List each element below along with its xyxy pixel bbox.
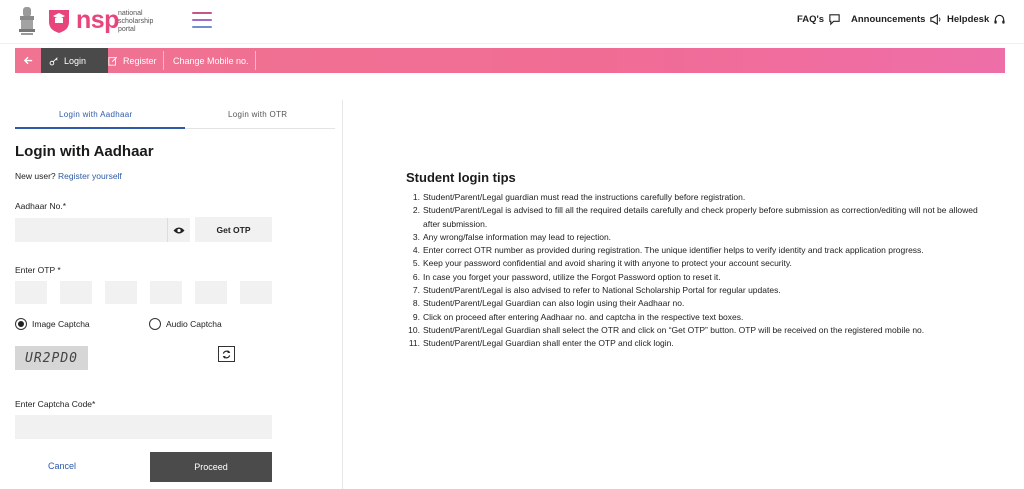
chat-icon (828, 13, 841, 26)
otp-digit-input[interactable] (240, 281, 272, 304)
headset-icon (993, 13, 1006, 26)
list-item: 10. Student/Parent/Legal Guardian shall select the OTR and click on “Get OTP” button. OTP will be received on the registered mobile no. (408, 324, 925, 335)
otp-digit-input[interactable] (15, 281, 47, 304)
panel-divider (342, 100, 343, 489)
toolbar-divider (163, 51, 164, 70)
back-button[interactable] (15, 48, 41, 73)
eye-icon (173, 226, 185, 235)
tab-login-aadhaar[interactable]: Login with Aadhaar (59, 110, 133, 119)
radio-selected-icon (15, 318, 27, 330)
tab-change-mobile[interactable] (165, 48, 257, 73)
captcha-image: UR2PD0 (15, 346, 88, 370)
tab-register[interactable] (100, 48, 165, 73)
list-item: 6. In case you forget your password, utilize the Forgot Password option to reset it. (412, 271, 721, 282)
logo-subtitle: national scholarship portal (118, 10, 154, 33)
tab-login-otr[interactable]: Login with OTR (228, 110, 288, 119)
action-toolbar (15, 48, 1005, 73)
otp-digit-input[interactable] (60, 281, 92, 304)
new-user-prefix: New user? (15, 171, 56, 181)
image-captcha-label: Image Captcha (32, 319, 90, 329)
nsp-logo-icon (46, 8, 72, 34)
tab-divider-line (185, 128, 335, 129)
nav-announcements-label: Announcements (851, 14, 926, 25)
nav-helpdesk-label: Helpdesk (947, 14, 990, 25)
list-item: 3. Any wrong/false information may lead to rejection. (412, 231, 612, 242)
logo-text: nsp (76, 6, 119, 34)
refresh-icon (221, 349, 232, 360)
list-item: 11. Student/Parent/Legal Guardian shall enter the OTP and click login. (408, 338, 674, 349)
otp-digit-input[interactable] (150, 281, 182, 304)
tips-list (406, 191, 996, 351)
radio-unselected-icon (149, 318, 161, 330)
audio-captcha-radio[interactable] (149, 318, 222, 330)
tab-login[interactable] (41, 48, 108, 73)
toolbar-divider (255, 51, 256, 70)
audio-captcha-label: Audio Captcha (166, 319, 222, 329)
page-title: Login with Aadhaar (15, 143, 154, 160)
active-tab-indicator (15, 127, 185, 129)
login-tabs (15, 106, 335, 128)
show-aadhaar-button[interactable] (167, 218, 190, 242)
list-item: 1. Student/Parent/Legal guardian must read the instructions carefully before registration. (412, 192, 746, 202)
tab-register-label: Register (123, 55, 157, 66)
proceed-button[interactable]: Proceed (150, 452, 272, 482)
refresh-captcha-button[interactable] (218, 346, 235, 362)
register-link[interactable]: Register yourself (58, 171, 122, 181)
site-header (0, 0, 1024, 44)
list-item: 7. Student/Parent/Legal is also advised to refer to National Scholarship Portal for regular updates. (412, 285, 781, 296)
aadhaar-input[interactable] (15, 218, 167, 242)
nav-faqs[interactable] (797, 13, 841, 26)
national-emblem-icon (16, 5, 38, 37)
aadhaar-label: Aadhaar No.* (15, 201, 67, 211)
otp-digit-input[interactable] (195, 281, 227, 304)
otp-digit-input[interactable] (105, 281, 137, 304)
arrow-left-icon (23, 55, 34, 66)
get-otp-button[interactable]: Get OTP (195, 217, 272, 242)
key-icon (49, 56, 59, 66)
list-item: 2. Student/Parent/Legal is advised to fill all the required details carefully and check properly before submission as correction/editing will not be allowed after submission. (412, 205, 978, 229)
tab-change-mobile-label: Change Mobile no. (173, 55, 249, 66)
tips-title: Student login tips (406, 170, 516, 185)
otp-label: Enter OTP * (15, 265, 61, 275)
list-item: 9. Click on proceed after entering Aadhaar no. and captcha in the respective text boxes. (412, 311, 744, 322)
edit-icon (108, 56, 118, 66)
list-item: 4. Enter correct OTR number as provided during registration. The unique identifier helps to verify identity and track application progress. (412, 245, 924, 256)
captcha-code-input[interactable] (15, 415, 272, 439)
nav-announcements[interactable] (851, 13, 942, 26)
menu-hamburger-icon[interactable] (192, 12, 212, 30)
list-item: 8. Student/Parent/Legal Guardian can also login using their Aadhaar no. (412, 298, 685, 309)
image-captcha-radio[interactable] (15, 318, 90, 330)
nav-helpdesk[interactable] (947, 13, 1006, 26)
new-user-text (15, 171, 122, 181)
nav-faqs-label: FAQ's (797, 14, 825, 25)
cancel-button[interactable]: Cancel (48, 461, 77, 471)
tab-login-label: Login (64, 55, 87, 66)
megaphone-icon (929, 13, 942, 26)
captcha-code-label: Enter Captcha Code* (15, 399, 96, 409)
list-item: 5. Keep your password confidential and avoid sharing it with anyone to protect your account security. (412, 258, 792, 269)
